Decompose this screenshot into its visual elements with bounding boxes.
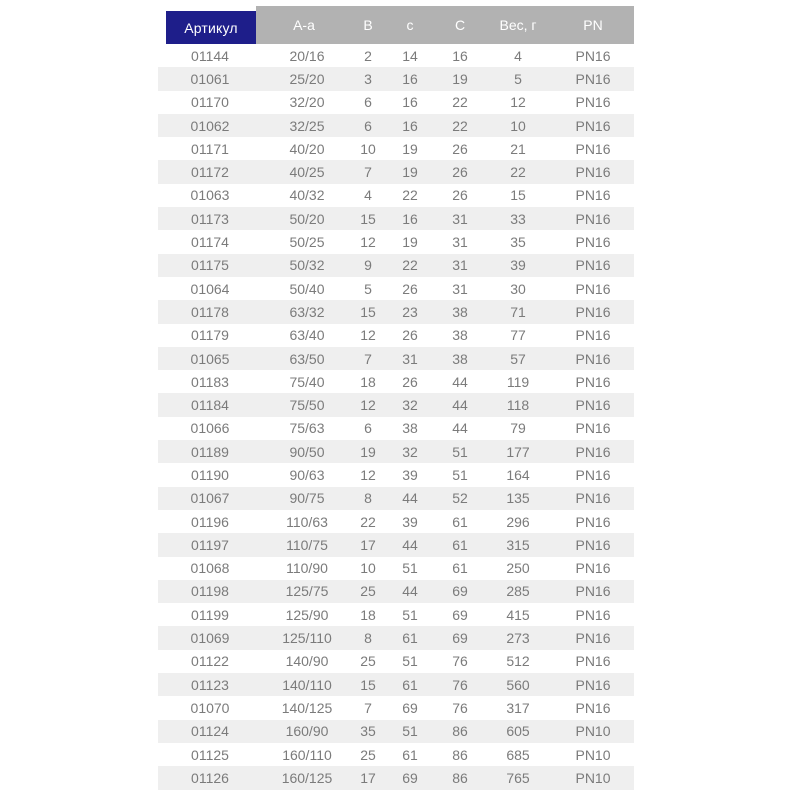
- cell-c-small: 22: [402, 187, 418, 204]
- cell-aa: 40/32: [289, 187, 325, 204]
- cell-articul: 01174: [191, 234, 229, 251]
- cell-articul: 01123: [191, 676, 229, 693]
- table-row: [158, 67, 634, 90]
- cell-c-small: 16: [402, 117, 418, 134]
- cell-c-small: 14: [402, 47, 418, 64]
- table-row: [158, 580, 634, 603]
- cell-b: 12: [360, 466, 376, 483]
- table-row: [158, 393, 634, 416]
- cell-c-small: 19: [402, 234, 418, 251]
- cell-articul: 01061: [190, 70, 230, 87]
- cell-weight: 605: [506, 723, 530, 740]
- cell-articul: 01126: [191, 769, 229, 786]
- cell-c-small: 39: [402, 466, 418, 483]
- cell-b: 7: [364, 164, 372, 181]
- cell-c-big: 69: [452, 630, 468, 647]
- cell-c-big: 76: [452, 653, 468, 670]
- table-header-row: [158, 6, 634, 44]
- cell-weight: 33: [510, 210, 526, 227]
- cell-b: 3: [364, 70, 372, 87]
- cell-articul: 01070: [190, 699, 230, 716]
- cell-c-big: 51: [452, 443, 468, 460]
- cell-pn: PN16: [575, 234, 611, 251]
- cell-c-big: 76: [452, 699, 468, 716]
- cell-pn: PN16: [575, 653, 611, 670]
- cell-c-small: 61: [402, 630, 418, 647]
- cell-weight: 512: [506, 653, 530, 670]
- table-row: [158, 417, 634, 440]
- cell-weight: 296: [506, 513, 530, 530]
- cell-c-small: 51: [402, 560, 418, 577]
- cell-c-small: 16: [402, 94, 418, 111]
- cell-c-big: 26: [452, 140, 468, 157]
- cell-c-small: 44: [402, 490, 418, 507]
- cell-pn: PN16: [575, 350, 611, 367]
- cell-articul: 01062: [190, 117, 230, 134]
- cell-weight: 765: [506, 769, 530, 786]
- table-row: [158, 160, 634, 183]
- table-row: [158, 370, 634, 393]
- cell-articul: 01198: [191, 583, 229, 600]
- cell-pn: PN16: [575, 397, 611, 414]
- cell-aa: 50/32: [289, 257, 325, 274]
- cell-c-small: 26: [402, 280, 418, 297]
- cell-c-small: 39: [402, 513, 418, 530]
- cell-b: 6: [364, 420, 372, 437]
- cell-b: 25: [360, 653, 376, 670]
- cell-pn: PN16: [575, 94, 611, 111]
- column-header-b: B: [363, 17, 373, 33]
- cell-c-small: 44: [402, 536, 418, 553]
- cell-c-big: 44: [452, 420, 468, 437]
- cell-c-small: 32: [402, 443, 418, 460]
- table-row: [158, 114, 634, 137]
- cell-articul: 01179: [191, 327, 229, 344]
- column-header-articul: Артикул: [166, 11, 256, 44]
- cell-weight: 22: [510, 164, 526, 181]
- cell-c-small: 26: [402, 373, 418, 390]
- cell-b: 12: [360, 234, 376, 251]
- cell-b: 19: [360, 443, 376, 460]
- cell-c-big: 69: [452, 606, 468, 623]
- cell-c-small: 16: [402, 70, 418, 87]
- cell-articul: 01178: [191, 303, 229, 320]
- cell-c-small: 19: [402, 140, 418, 157]
- cell-weight: 273: [506, 630, 530, 647]
- column-header-weight: Вес, г: [499, 17, 537, 33]
- cell-b: 4: [364, 187, 372, 204]
- cell-aa: 50/20: [289, 210, 325, 227]
- cell-articul: 01124: [191, 723, 229, 740]
- cell-c-big: 61: [452, 560, 468, 577]
- cell-pn: PN16: [575, 606, 611, 623]
- cell-b: 15: [360, 210, 376, 227]
- cell-articul: 01184: [191, 397, 229, 414]
- cell-c-big: 86: [452, 746, 468, 763]
- cell-aa: 75/50: [289, 397, 325, 414]
- cell-b: 17: [360, 536, 376, 553]
- cell-c-small: 19: [402, 164, 418, 181]
- cell-weight: 685: [506, 746, 530, 763]
- cell-weight: 4: [514, 47, 522, 64]
- cell-c-small: 69: [402, 699, 418, 716]
- cell-aa: 125/110: [282, 630, 332, 647]
- table-row: [158, 463, 634, 486]
- cell-pn: PN16: [575, 676, 611, 693]
- cell-weight: 15: [510, 187, 526, 204]
- cell-c-big: 38: [452, 327, 468, 344]
- cell-articul: 01190: [191, 466, 229, 483]
- column-header-aa: A-a: [293, 17, 315, 33]
- cell-aa: 160/125: [281, 769, 333, 786]
- cell-c-big: 31: [452, 280, 468, 297]
- cell-c-small: 61: [402, 746, 418, 763]
- cell-b: 6: [364, 94, 372, 111]
- cell-aa: 75/63: [289, 420, 325, 437]
- header-gray-band: [256, 6, 634, 44]
- cell-b: 15: [360, 676, 376, 693]
- table-row: [158, 557, 634, 580]
- cell-pn: PN16: [575, 303, 611, 320]
- cell-pn: PN10: [575, 769, 611, 786]
- cell-weight: 79: [510, 420, 526, 437]
- cell-c-big: 26: [452, 187, 468, 204]
- cell-c-small: 51: [402, 723, 418, 740]
- cell-c-small: 51: [402, 653, 418, 670]
- cell-aa: 160/90: [285, 723, 329, 740]
- cell-articul: 01069: [190, 630, 230, 647]
- cell-b: 10: [360, 560, 376, 577]
- table-row: [158, 184, 634, 207]
- cell-weight: 35: [510, 234, 526, 251]
- cell-pn: PN16: [575, 490, 611, 507]
- cell-weight: 250: [506, 560, 530, 577]
- header-spacer: [158, 6, 166, 44]
- cell-weight: 39: [510, 257, 526, 274]
- cell-articul: 01171: [191, 140, 229, 157]
- column-header-c-big: C: [454, 17, 466, 33]
- cell-pn: PN16: [575, 699, 611, 716]
- cell-c-big: 61: [452, 536, 468, 553]
- cell-articul: 01175: [191, 257, 229, 274]
- cell-b: 9: [364, 257, 372, 274]
- table-row: [158, 44, 634, 67]
- table-body: [158, 44, 634, 790]
- cell-articul: 01068: [190, 560, 230, 577]
- cell-b: 18: [360, 373, 376, 390]
- cell-articul: 01172: [191, 164, 229, 181]
- table-row: [158, 254, 634, 277]
- cell-articul: 01122: [191, 653, 229, 670]
- cell-weight: 57: [510, 350, 526, 367]
- cell-b: 7: [364, 350, 372, 367]
- table-row: [158, 440, 634, 463]
- cell-b: 5: [364, 280, 372, 297]
- cell-c-small: 23: [402, 303, 418, 320]
- cell-articul: 01197: [191, 536, 229, 553]
- cell-b: 10: [360, 140, 376, 157]
- cell-articul: 01173: [191, 210, 229, 227]
- cell-aa: 32/25: [289, 117, 325, 134]
- table-row: [158, 510, 634, 533]
- cell-articul: 01189: [191, 443, 229, 460]
- table-row: [158, 137, 634, 160]
- cell-aa: 140/125: [281, 699, 333, 716]
- cell-c-big: 31: [452, 234, 468, 251]
- cell-c-small: 26: [402, 327, 418, 344]
- table-row: [158, 347, 634, 370]
- cell-weight: 119: [506, 373, 530, 390]
- cell-articul: 01199: [191, 606, 229, 623]
- table-row: [158, 324, 634, 347]
- cell-weight: 5: [514, 70, 522, 87]
- cell-b: 18: [360, 606, 376, 623]
- cell-b: 35: [360, 723, 376, 740]
- cell-articul: 01125: [191, 746, 229, 763]
- cell-pn: PN16: [575, 513, 611, 530]
- cell-aa: 110/75: [286, 536, 328, 553]
- cell-articul: 01063: [190, 187, 230, 204]
- cell-weight: 315: [506, 536, 530, 553]
- cell-weight: 118: [506, 397, 530, 414]
- cell-aa: 110/90: [286, 560, 328, 577]
- cell-pn: PN16: [575, 560, 611, 577]
- table-row: [158, 696, 634, 719]
- table-row: [158, 626, 634, 649]
- cell-articul: 01067: [190, 490, 230, 507]
- cell-c-big: 31: [452, 257, 468, 274]
- cell-c-small: 69: [402, 769, 418, 786]
- cell-c-small: 31: [402, 350, 418, 367]
- cell-aa: 63/50: [289, 350, 325, 367]
- table-row: [158, 743, 634, 766]
- product-spec-table: [158, 6, 634, 790]
- cell-articul: 01170: [191, 94, 229, 111]
- table-row: [158, 603, 634, 626]
- cell-articul: 01144: [191, 47, 229, 64]
- cell-c-small: 32: [402, 397, 418, 414]
- cell-weight: 560: [506, 676, 530, 693]
- table-row: [158, 650, 634, 673]
- cell-weight: 30: [510, 280, 526, 297]
- cell-c-big: 38: [452, 303, 468, 320]
- cell-weight: 71: [510, 303, 526, 320]
- cell-b: 22: [360, 513, 376, 530]
- cell-weight: 77: [510, 327, 526, 344]
- cell-c-big: 51: [452, 466, 468, 483]
- cell-aa: 40/20: [289, 140, 325, 157]
- cell-aa: 63/40: [289, 327, 325, 344]
- cell-pn: PN16: [575, 210, 611, 227]
- cell-b: 7: [364, 699, 372, 716]
- table-row: [158, 766, 634, 789]
- cell-c-big: 38: [452, 350, 468, 367]
- cell-pn: PN16: [575, 583, 611, 600]
- column-header-c-small: c: [406, 17, 414, 33]
- cell-articul: 01196: [191, 513, 229, 530]
- cell-c-big: 22: [452, 117, 468, 134]
- cell-pn: PN16: [575, 443, 611, 460]
- cell-aa: 75/40: [289, 373, 325, 390]
- cell-pn: PN16: [575, 327, 611, 344]
- cell-pn: PN16: [575, 187, 611, 204]
- cell-aa: 40/25: [289, 164, 325, 181]
- cell-pn: PN10: [575, 746, 611, 763]
- cell-c-big: 16: [452, 47, 468, 64]
- cell-articul: 01065: [190, 350, 230, 367]
- cell-aa: 50/40: [289, 280, 325, 297]
- cell-articul: 01064: [190, 280, 230, 297]
- cell-pn: PN16: [575, 47, 611, 64]
- cell-c-big: 86: [452, 723, 468, 740]
- cell-aa: 125/90: [285, 606, 329, 623]
- cell-b: 15: [360, 303, 376, 320]
- table-row: [158, 720, 634, 743]
- cell-weight: 10: [510, 117, 526, 134]
- cell-weight: 135: [506, 490, 530, 507]
- cell-pn: PN16: [575, 536, 611, 553]
- table-row: [158, 673, 634, 696]
- cell-c-big: 44: [452, 373, 468, 390]
- cell-b: 8: [364, 490, 372, 507]
- cell-aa: 140/110: [282, 676, 332, 693]
- cell-articul: 01066: [190, 420, 230, 437]
- cell-c-small: 38: [402, 420, 418, 437]
- cell-c-big: 22: [452, 94, 468, 111]
- cell-c-big: 31: [452, 210, 468, 227]
- cell-c-small: 16: [402, 210, 418, 227]
- table-row: [158, 487, 634, 510]
- cell-pn: PN16: [575, 70, 611, 87]
- cell-pn: PN16: [575, 420, 611, 437]
- cell-aa: 90/63: [289, 466, 325, 483]
- cell-aa: 125/75: [285, 583, 329, 600]
- cell-aa: 25/20: [289, 70, 325, 87]
- cell-articul: 01183: [191, 373, 229, 390]
- cell-c-small: 22: [402, 257, 418, 274]
- cell-pn: PN10: [575, 723, 611, 740]
- cell-b: 12: [360, 327, 376, 344]
- cell-b: 6: [364, 117, 372, 134]
- cell-aa: 160/110: [282, 746, 332, 763]
- cell-b: 17: [360, 769, 376, 786]
- cell-c-big: 69: [452, 583, 468, 600]
- cell-aa: 140/90: [285, 653, 329, 670]
- cell-pn: PN16: [575, 630, 611, 647]
- cell-b: 25: [360, 746, 376, 763]
- cell-pn: PN16: [575, 257, 611, 274]
- cell-c-big: 61: [452, 513, 468, 530]
- cell-c-big: 44: [452, 397, 468, 414]
- cell-b: 12: [360, 397, 376, 414]
- cell-c-big: 52: [452, 490, 468, 507]
- cell-weight: 21: [510, 140, 526, 157]
- cell-aa: 90/75: [289, 490, 325, 507]
- cell-aa: 20/16: [289, 47, 325, 64]
- cell-c-big: 26: [452, 164, 468, 181]
- cell-b: 2: [364, 47, 372, 64]
- cell-pn: PN16: [575, 164, 611, 181]
- cell-pn: PN16: [575, 117, 611, 134]
- table-row: [158, 300, 634, 323]
- cell-pn: PN16: [575, 140, 611, 157]
- cell-c-small: 44: [402, 583, 418, 600]
- cell-pn: PN16: [575, 280, 611, 297]
- cell-weight: 177: [506, 443, 530, 460]
- cell-c-big: 19: [452, 70, 468, 87]
- table-row: [158, 230, 634, 253]
- cell-c-small: 61: [402, 676, 418, 693]
- table-row: [158, 533, 634, 556]
- column-header-pn: PN: [583, 17, 603, 33]
- cell-weight: 12: [510, 94, 526, 111]
- table-row: [158, 207, 634, 230]
- cell-aa: 50/25: [289, 234, 325, 251]
- cell-c-big: 76: [452, 676, 468, 693]
- cell-c-small: 51: [402, 606, 418, 623]
- cell-aa: 110/63: [286, 513, 328, 530]
- cell-aa: 90/50: [289, 443, 325, 460]
- cell-c-big: 86: [452, 769, 468, 786]
- table-row: [158, 91, 634, 114]
- cell-b: 25: [360, 583, 376, 600]
- cell-weight: 415: [506, 606, 530, 623]
- cell-weight: 317: [506, 699, 530, 716]
- cell-aa: 32/20: [289, 94, 325, 111]
- cell-pn: PN16: [575, 373, 611, 390]
- cell-pn: PN16: [575, 466, 611, 483]
- cell-aa: 63/32: [289, 303, 325, 320]
- cell-weight: 285: [506, 583, 530, 600]
- cell-b: 8: [364, 630, 372, 647]
- cell-weight: 164: [506, 466, 530, 483]
- table-row: [158, 277, 634, 300]
